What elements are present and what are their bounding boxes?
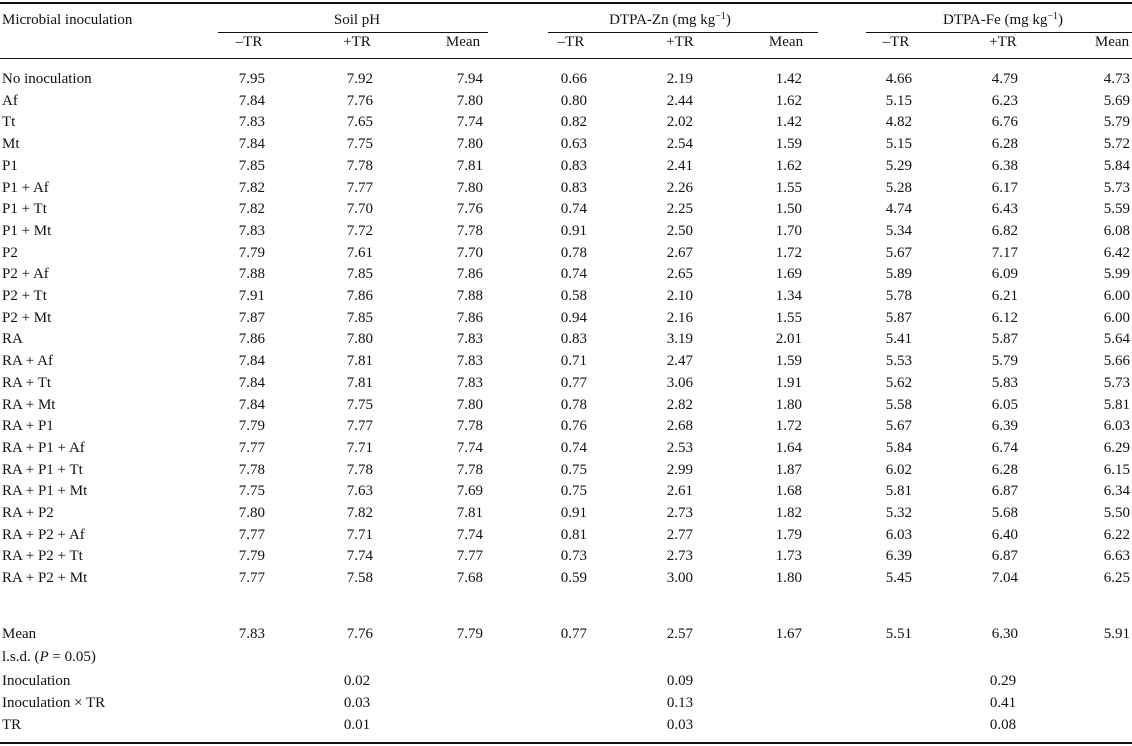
- subheader-dtpa-zn-plus-tr: +TR: [666, 34, 694, 50]
- table-row-cell: 7.70: [456, 245, 483, 261]
- table-row-cell: 7.74: [456, 527, 483, 543]
- table-row-cell: 7.86: [238, 331, 265, 347]
- subheader-dtpa-fe-minus-tr: –TR: [882, 34, 910, 50]
- table-row-cell: 2.16: [666, 310, 693, 326]
- table-row-cell: 1.50: [775, 201, 802, 217]
- table-row-cell: 1.59: [775, 136, 802, 152]
- table-row-cell: 7.78: [346, 158, 373, 174]
- table-row-cell: 1.55: [775, 180, 802, 196]
- table-row-cell: 6.09: [991, 266, 1018, 282]
- table-row-cell: 0.83: [560, 180, 587, 196]
- table-row-label: P2: [2, 245, 18, 261]
- table-row-cell: 1.79: [775, 527, 802, 543]
- table-row-cell: 1.72: [775, 245, 802, 261]
- table-row-label: P2 + Af: [2, 266, 49, 282]
- table-row-cell: 6.25: [1103, 570, 1130, 586]
- mean-row-cell: 7.79: [456, 626, 483, 642]
- table-row-cell: 1.42: [775, 114, 802, 130]
- table-row-cell: 5.50: [1103, 505, 1130, 521]
- table-row-cell: 7.84: [238, 353, 265, 369]
- table-row-cell: 5.64: [1103, 331, 1130, 347]
- table-row-cell: 7.88: [238, 266, 265, 282]
- table-row-cell: 7.76: [456, 201, 483, 217]
- table-row-cell: 7.70: [346, 201, 373, 217]
- lsd-value: 0.09: [666, 673, 694, 689]
- table-row-cell: 7.80: [456, 180, 483, 196]
- table-row-cell: 1.73: [775, 548, 802, 564]
- table-row-cell: 6.03: [1103, 418, 1130, 434]
- top-rule: [0, 2, 1132, 4]
- table-row-cell: 2.65: [666, 266, 693, 282]
- table-row-cell: 0.78: [560, 397, 587, 413]
- table-row-cell: 0.94: [560, 310, 587, 326]
- subheader-dtpa-fe-mean: Mean: [1094, 34, 1130, 50]
- table-row-label: P1: [2, 158, 18, 174]
- table-row-cell: 7.69: [456, 483, 483, 499]
- table-row-cell: 5.41: [885, 331, 912, 347]
- table-row-cell: 6.15: [1103, 462, 1130, 478]
- table-row-cell: 2.10: [666, 288, 693, 304]
- lsd-row-label: Inoculation × TR: [2, 695, 106, 711]
- table-row-cell: 7.77: [238, 440, 265, 456]
- table-row-cell: 0.82: [560, 114, 587, 130]
- table-row-cell: 7.77: [346, 418, 373, 434]
- table-row-cell: 7.85: [346, 266, 373, 282]
- table-row-cell: 6.21: [991, 288, 1018, 304]
- table-row-cell: 7.86: [346, 288, 373, 304]
- table-row-cell: 6.76: [991, 114, 1018, 130]
- table-row-cell: 1.82: [775, 505, 802, 521]
- table-row-label: RA + P2 + Mt: [2, 570, 88, 586]
- row-label-header: Microbial inoculation: [2, 12, 133, 28]
- table-row-cell: 6.87: [991, 483, 1018, 499]
- table-row-cell: 5.69: [1103, 93, 1130, 109]
- table-row-label: RA + P1 + Mt: [2, 483, 88, 499]
- table-row-cell: 2.19: [666, 71, 693, 87]
- table-row-cell: 1.34: [775, 288, 802, 304]
- table-row-cell: 7.84: [238, 397, 265, 413]
- mean-row-cell: 5.51: [885, 626, 912, 642]
- table-row-cell: 0.74: [560, 201, 587, 217]
- table-row-cell: 7.80: [238, 505, 265, 521]
- table-row-cell: 5.79: [1103, 114, 1130, 130]
- table-row-cell: 0.74: [560, 266, 587, 282]
- table-row-cell: 2.73: [666, 548, 693, 564]
- table-row-cell: 0.66: [560, 71, 587, 87]
- table-row-cell: 7.84: [238, 136, 265, 152]
- table-row-cell: 5.81: [885, 483, 912, 499]
- table-row-cell: 5.78: [885, 288, 912, 304]
- table-row-cell: 4.73: [1103, 71, 1130, 87]
- table-row-cell: 5.84: [885, 440, 912, 456]
- table-row-cell: 1.64: [775, 440, 802, 456]
- table-row-cell: 6.34: [1103, 483, 1130, 499]
- table-row-cell: 3.06: [666, 375, 693, 391]
- subheader-dtpa-fe-plus-tr: +TR: [989, 34, 1017, 50]
- table-row-label: Mt: [2, 136, 20, 152]
- table-row-cell: 7.77: [238, 527, 265, 543]
- table-row-cell: 1.62: [775, 93, 802, 109]
- table-row-cell: 6.82: [991, 223, 1018, 239]
- table-row-cell: 7.81: [456, 505, 483, 521]
- table-row-cell: 1.62: [775, 158, 802, 174]
- table-row-cell: 7.83: [456, 353, 483, 369]
- table-row-cell: 0.73: [560, 548, 587, 564]
- table-row-cell: 7.81: [346, 375, 373, 391]
- table-row-label: P2 + Mt: [2, 310, 52, 326]
- table-row-cell: 5.72: [1103, 136, 1130, 152]
- table-row-cell: 5.84: [1103, 158, 1130, 174]
- table-row-cell: 7.78: [346, 462, 373, 478]
- table-row-cell: 6.42: [1103, 245, 1130, 261]
- table-row-label: RA + P2: [2, 505, 54, 521]
- table-row-cell: 7.68: [456, 570, 483, 586]
- table-row-cell: 7.94: [456, 71, 483, 87]
- table-row-cell: 7.83: [238, 114, 265, 130]
- table-row-label: RA + Mt: [2, 397, 56, 413]
- table-row-cell: 7.82: [346, 505, 373, 521]
- table-row-cell: 7.71: [346, 440, 373, 456]
- table-row-label: RA + P1 + Tt: [2, 462, 83, 478]
- table-row-cell: 7.74: [346, 548, 373, 564]
- table-row-cell: 1.80: [775, 570, 802, 586]
- table-row-cell: 7.80: [456, 136, 483, 152]
- table-row-cell: 6.40: [991, 527, 1018, 543]
- table-row-cell: 5.83: [991, 375, 1018, 391]
- table-row-cell: 2.82: [666, 397, 693, 413]
- table-row-cell: 1.68: [775, 483, 802, 499]
- table-row-cell: 7.85: [346, 310, 373, 326]
- header-rule: [0, 58, 1132, 59]
- table-row-cell: 5.99: [1103, 266, 1130, 282]
- table-row-cell: 4.66: [885, 71, 912, 87]
- mean-row-cell: 7.83: [238, 626, 265, 642]
- table-row-cell: 5.28: [885, 180, 912, 196]
- table-row-cell: 6.39: [885, 548, 912, 564]
- lsd-value: 0.03: [343, 695, 371, 711]
- table-row-cell: 5.32: [885, 505, 912, 521]
- lsd-row-label: TR: [2, 717, 22, 733]
- table-row-cell: 7.92: [346, 71, 373, 87]
- table-row-cell: 7.77: [346, 180, 373, 196]
- lsd-value: 0.29: [989, 673, 1017, 689]
- table-row-cell: 0.78: [560, 245, 587, 261]
- table-row-label: RA + P1 + Af: [2, 440, 85, 456]
- lsd-value: 0.01: [343, 717, 371, 733]
- table-row-cell: 7.74: [456, 440, 483, 456]
- table-row-cell: 3.00: [666, 570, 693, 586]
- table-row-cell: 7.04: [991, 570, 1018, 586]
- table-row-cell: 7.80: [456, 93, 483, 109]
- table-row-cell: 5.79: [991, 353, 1018, 369]
- table-row-cell: 7.79: [238, 548, 265, 564]
- table-row-cell: 1.87: [775, 462, 802, 478]
- table-row-cell: 0.74: [560, 440, 587, 456]
- table-row-cell: 0.75: [560, 483, 587, 499]
- table-row-cell: 5.73: [1103, 375, 1130, 391]
- table-row-cell: 5.29: [885, 158, 912, 174]
- table-row-cell: 7.84: [238, 375, 265, 391]
- table-row-cell: 7.83: [456, 331, 483, 347]
- table-row-cell: 0.76: [560, 418, 587, 434]
- table-row-cell: 7.77: [456, 548, 483, 564]
- table-row-cell: 5.62: [885, 375, 912, 391]
- table-row-cell: 6.43: [991, 201, 1018, 217]
- subheader-soil-ph-mean: Mean: [445, 34, 481, 50]
- table-row-cell: 2.44: [666, 93, 693, 109]
- table-row-label: P1 + Tt: [2, 201, 47, 217]
- table-row-cell: 7.78: [456, 418, 483, 434]
- table-row-cell: 7.82: [238, 180, 265, 196]
- lsd-value: 0.03: [666, 717, 694, 733]
- table-row-cell: 6.22: [1103, 527, 1130, 543]
- table-row-cell: 1.42: [775, 71, 802, 87]
- table-row-cell: 5.67: [885, 245, 912, 261]
- table-row-cell: 5.59: [1103, 201, 1130, 217]
- table-row-cell: 1.91: [775, 375, 802, 391]
- table-row-cell: 6.28: [991, 462, 1018, 478]
- table-row-cell: 2.47: [666, 353, 693, 369]
- table-row-cell: 5.34: [885, 223, 912, 239]
- table-row-cell: 6.23: [991, 93, 1018, 109]
- mean-row-cell: 0.77: [560, 626, 587, 642]
- table-row-cell: 4.74: [885, 201, 912, 217]
- table-row-cell: 6.38: [991, 158, 1018, 174]
- table-row-cell: 7.86: [456, 310, 483, 326]
- table-row-cell: 2.02: [666, 114, 693, 130]
- table-row-cell: 7.80: [456, 397, 483, 413]
- table-row-cell: 5.67: [885, 418, 912, 434]
- table-row-cell: 5.66: [1103, 353, 1130, 369]
- table-row-cell: 5.68: [991, 505, 1018, 521]
- table-row-label: RA + P2 + Af: [2, 527, 85, 543]
- table-row-cell: 0.83: [560, 331, 587, 347]
- group-header-dtpa-fe: DTPA-Fe (mg $kg^{-1}$): [942, 11, 1064, 28]
- mean-row-cell: 5.91: [1103, 626, 1130, 642]
- table-row-cell: 7.81: [456, 158, 483, 174]
- table-row-cell: 6.17: [991, 180, 1018, 196]
- mean-row-cell: 1.67: [775, 626, 802, 642]
- mean-row-label: Mean: [2, 626, 37, 642]
- table-row-cell: 7.85: [238, 158, 265, 174]
- table-row-cell: 7.95: [238, 71, 265, 87]
- table-row-label: P2 + Tt: [2, 288, 47, 304]
- mean-row-cell: 6.30: [991, 626, 1018, 642]
- table-row-cell: 6.74: [991, 440, 1018, 456]
- lsd-row-label: Inoculation: [2, 673, 71, 689]
- table-row-cell: 1.55: [775, 310, 802, 326]
- table-row-cell: 2.01: [775, 331, 802, 347]
- table-row-cell: 6.03: [885, 527, 912, 543]
- table-row-cell: 2.67: [666, 245, 693, 261]
- table-row-cell: 7.76: [346, 93, 373, 109]
- table-row-cell: 7.78: [456, 462, 483, 478]
- table-row-cell: 5.87: [885, 310, 912, 326]
- table-row-cell: 7.77: [238, 570, 265, 586]
- table-row-cell: 6.28: [991, 136, 1018, 152]
- table-row-label: RA + P1: [2, 418, 54, 434]
- lsd-value: 0.08: [989, 717, 1017, 733]
- subheader-soil-ph-plus-tr: +TR: [343, 34, 371, 50]
- table-row-cell: 1.70: [775, 223, 802, 239]
- table-row-cell: 5.58: [885, 397, 912, 413]
- table-row-cell: 5.73: [1103, 180, 1130, 196]
- table-row-cell: 7.74: [456, 114, 483, 130]
- table-row-cell: 6.05: [991, 397, 1018, 413]
- table-row-cell: 7.83: [238, 223, 265, 239]
- subheader-dtpa-zn-mean: Mean: [768, 34, 804, 50]
- table-row-cell: 2.73: [666, 505, 693, 521]
- table-row-cell: 5.53: [885, 353, 912, 369]
- table-row-cell: 7.86: [456, 266, 483, 282]
- table-row-cell: 0.58: [560, 288, 587, 304]
- subheader-dtpa-zn-minus-tr: –TR: [557, 34, 585, 50]
- group-header-soil-ph: Soil pH: [333, 12, 381, 28]
- table-row-label: RA + Tt: [2, 375, 52, 391]
- table-row-label: No inoculation: [2, 71, 92, 87]
- table-row-cell: 7.91: [238, 288, 265, 304]
- table-row-cell: 6.02: [885, 462, 912, 478]
- table-row-cell: 7.84: [238, 93, 265, 109]
- table-row-cell: 2.50: [666, 223, 693, 239]
- table-row-cell: 6.12: [991, 310, 1018, 326]
- table-row-cell: 7.63: [346, 483, 373, 499]
- table-row-cell: 0.63: [560, 136, 587, 152]
- table-row-cell: 2.61: [666, 483, 693, 499]
- table-row-label: Tt: [2, 114, 16, 130]
- table-row-label: RA + Af: [2, 353, 53, 369]
- table-row-cell: 7.79: [238, 245, 265, 261]
- mean-row-cell: 2.57: [666, 626, 693, 642]
- table-row-label: P1 + Mt: [2, 223, 52, 239]
- table-row-cell: 7.87: [238, 310, 265, 326]
- table-row-cell: 7.78: [456, 223, 483, 239]
- table-row-cell: 7.83: [456, 375, 483, 391]
- table-row-cell: 5.89: [885, 266, 912, 282]
- table-row-cell: 0.59: [560, 570, 587, 586]
- table-row-cell: 7.78: [238, 462, 265, 478]
- table-row-cell: 2.53: [666, 440, 693, 456]
- table-row-cell: 5.81: [1103, 397, 1130, 413]
- table-row-cell: 6.29: [1103, 440, 1130, 456]
- table-row-cell: 7.80: [346, 331, 373, 347]
- table-row-cell: 7.65: [346, 114, 373, 130]
- table-row-cell: 7.79: [238, 418, 265, 434]
- table-row-cell: 1.69: [775, 266, 802, 282]
- table-row-cell: 0.91: [560, 505, 587, 521]
- table-row-cell: 0.75: [560, 462, 587, 478]
- table-row-cell: 6.00: [1103, 288, 1130, 304]
- subheader-soil-ph-minus-tr: –TR: [235, 34, 263, 50]
- table-row-cell: 5.15: [885, 136, 912, 152]
- table-row-cell: 1.80: [775, 397, 802, 413]
- table-row-cell: 7.17: [991, 245, 1018, 261]
- table-row-cell: 0.83: [560, 158, 587, 174]
- lsd-value: 0.02: [343, 673, 371, 689]
- lsd-value: 0.41: [989, 695, 1017, 711]
- table-row-cell: 2.25: [666, 201, 693, 217]
- table-row-cell: 7.75: [346, 136, 373, 152]
- table-row-cell: 2.77: [666, 527, 693, 543]
- table-row-cell: 4.79: [991, 71, 1018, 87]
- table-row-cell: 7.82: [238, 201, 265, 217]
- table-row-cell: 7.71: [346, 527, 373, 543]
- table-row-cell: 4.82: [885, 114, 912, 130]
- table-row-cell: 2.41: [666, 158, 693, 174]
- table-row-cell: 6.63: [1103, 548, 1130, 564]
- table-row-cell: 7.81: [346, 353, 373, 369]
- table-row-cell: 7.61: [346, 245, 373, 261]
- mean-row-cell: 7.76: [346, 626, 373, 642]
- table-row-cell: 6.00: [1103, 310, 1130, 326]
- table-row-cell: 0.91: [560, 223, 587, 239]
- table-row-cell: 2.99: [666, 462, 693, 478]
- table-row-label: Af: [2, 93, 18, 109]
- table-row-cell: 2.68: [666, 418, 693, 434]
- table-row-cell: 1.59: [775, 353, 802, 369]
- table-row-cell: 7.88: [456, 288, 483, 304]
- table-row-label: RA + P2 + Tt: [2, 548, 83, 564]
- table-row-cell: 5.45: [885, 570, 912, 586]
- table-row-cell: 0.71: [560, 353, 587, 369]
- table-row-cell: 5.15: [885, 93, 912, 109]
- table-row-cell: 7.72: [346, 223, 373, 239]
- table-row-cell: 7.58: [346, 570, 373, 586]
- table-row-cell: 0.77: [560, 375, 587, 391]
- table-row-label: RA: [2, 331, 23, 347]
- table-row-cell: 3.19: [666, 331, 693, 347]
- table-row-cell: 0.80: [560, 93, 587, 109]
- bottom-rule: [0, 742, 1132, 744]
- table-row-cell: 6.39: [991, 418, 1018, 434]
- table-row-cell: 0.81: [560, 527, 587, 543]
- table-row-cell: 2.54: [666, 136, 693, 152]
- table-row-cell: 7.75: [238, 483, 265, 499]
- table-row-cell: 7.75: [346, 397, 373, 413]
- table-row-cell: 2.26: [666, 180, 693, 196]
- table-row-cell: 5.87: [991, 331, 1018, 347]
- table-row-cell: 1.72: [775, 418, 802, 434]
- group-header-dtpa-zn: DTPA-Zn (mg $kg^{-1}$): [609, 11, 731, 28]
- lsd-value: 0.13: [666, 695, 694, 711]
- table-row-cell: 6.08: [1103, 223, 1130, 239]
- lsd-heading: l.s.d. (P = 0.05): [2, 649, 96, 665]
- table-row-label: P1 + Af: [2, 180, 49, 196]
- table-row-cell: 6.87: [991, 548, 1018, 564]
